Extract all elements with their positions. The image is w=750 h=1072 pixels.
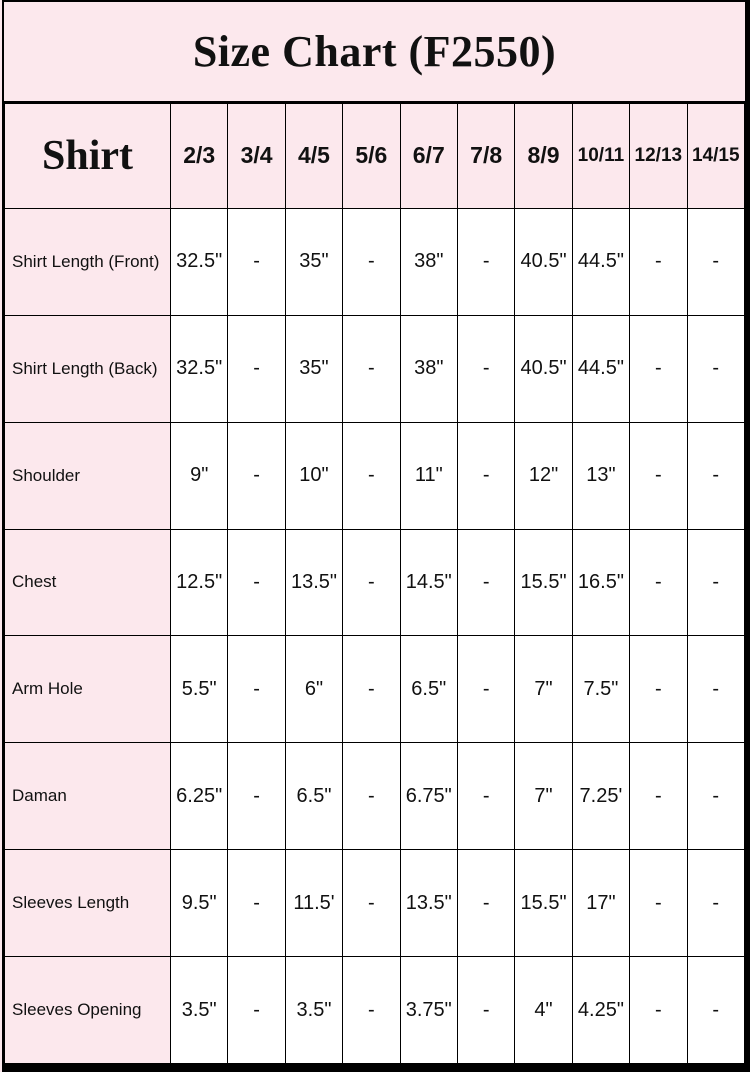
size-value-cell: 6.5" [285,743,342,850]
size-value-cell: - [630,850,687,957]
size-value-cell: - [228,422,285,529]
size-value-cell: 7.5" [572,636,629,743]
size-value-cell: - [687,422,744,529]
size-value-cell: 7.25' [572,743,629,850]
size-value-cell: 44.5" [572,315,629,422]
size-value-cell: - [457,636,514,743]
size-value-cell: 9.5" [171,850,228,957]
measurement-label: Arm Hole [5,636,171,743]
size-value-cell: 3.75" [400,957,457,1064]
size-value-cell: 13" [572,422,629,529]
table-row-shirt-length-back [5,315,745,422]
size-value-cell: 40.5" [515,208,572,315]
measurement-label: Shirt Length (Front) [5,208,171,315]
size-value-cell: - [343,208,400,315]
size-value-cell: - [343,636,400,743]
size-value-cell: 10" [285,422,342,529]
size-value-cell: 32.5" [171,208,228,315]
size-value-cell: - [457,315,514,422]
size-column-header-10-11: 10/11 [572,104,629,209]
size-column-header-6-7: 6/7 [400,104,457,209]
size-value-cell: - [457,850,514,957]
size-value-cell: 17" [572,850,629,957]
size-value-cell: 7" [515,743,572,850]
size-value-cell: 6.75" [400,743,457,850]
size-value-cell: - [343,529,400,636]
size-value-cell: - [343,957,400,1064]
size-value-cell: 38" [400,208,457,315]
table-row-shoulder [5,422,745,529]
size-value-cell: 15.5" [515,850,572,957]
measurement-label: Sleeves Opening [5,957,171,1064]
size-value-cell: - [687,850,744,957]
size-value-cell: - [228,743,285,850]
size-value-cell: - [687,315,744,422]
size-value-cell: 12" [515,422,572,529]
size-value-cell: - [228,529,285,636]
size-value-cell: - [687,743,744,850]
measurement-label: Shirt Length (Back) [5,315,171,422]
size-value-cell: 5.5" [171,636,228,743]
size-column-header-7-8: 7/8 [457,104,514,209]
size-value-cell: 6.25" [171,743,228,850]
size-value-cell: 7" [515,636,572,743]
size-value-cell: - [457,422,514,529]
measurement-label: Daman [5,743,171,850]
size-column-header-4-5: 4/5 [285,104,342,209]
size-value-cell: 15.5" [515,529,572,636]
size-value-cell: 11" [400,422,457,529]
size-value-cell: 44.5" [572,208,629,315]
size-value-cell: - [687,636,744,743]
size-value-cell: - [630,957,687,1064]
size-value-cell: 13.5" [285,529,342,636]
size-value-cell: - [630,208,687,315]
size-value-cell: - [457,208,514,315]
size-value-cell: - [228,957,285,1064]
size-value-cell: 6.5" [400,636,457,743]
size-value-cell: - [687,957,744,1064]
size-column-header-12-13: 12/13 [630,104,687,209]
size-value-cell: - [630,422,687,529]
size-value-cell: 6" [285,636,342,743]
size-value-cell: - [228,208,285,315]
table-header-row [5,104,745,209]
size-value-cell: 13.5" [400,850,457,957]
size-value-cell: - [343,422,400,529]
table-row-shirt-length-front [5,208,745,315]
size-value-cell: - [457,957,514,1064]
size-value-cell: 35" [285,208,342,315]
size-value-cell: 38" [400,315,457,422]
size-value-cell: 3.5" [171,957,228,1064]
size-value-cell: - [630,743,687,850]
size-value-cell: 3.5" [285,957,342,1064]
size-column-header-14-15: 14/15 [687,104,744,209]
measurement-label: Sleeves Length [5,850,171,957]
table-frame [2,0,750,1072]
table-row-chest [5,529,745,636]
size-column-header-5-6: 5/6 [343,104,400,209]
size-value-cell: - [228,315,285,422]
size-value-cell: 12.5" [171,529,228,636]
size-value-cell: - [343,850,400,957]
size-column-header-8-9: 8/9 [515,104,572,209]
size-value-cell: - [343,743,400,850]
table-row-sleeves-length [5,850,745,957]
size-column-header-3-4: 3/4 [228,104,285,209]
table-row-arm-hole [5,636,745,743]
size-value-cell: - [630,636,687,743]
size-value-cell: 40.5" [515,315,572,422]
size-value-cell: 35" [285,315,342,422]
title-row [4,2,745,103]
size-value-cell: - [630,315,687,422]
size-chart-table [4,103,745,1064]
size-value-cell: 16.5" [572,529,629,636]
size-value-cell: 11.5' [285,850,342,957]
measurement-label: Chest [5,529,171,636]
size-value-cell: 4" [515,957,572,1064]
size-column-header-2-3: 2/3 [171,104,228,209]
size-value-cell: - [687,529,744,636]
corner-header-shirt: Shirt [5,104,171,209]
size-value-cell: 4.25" [572,957,629,1064]
size-value-cell: - [457,743,514,850]
size-value-cell: 14.5" [400,529,457,636]
table-row-daman [5,743,745,850]
measurement-label: Shoulder [5,422,171,529]
size-value-cell: - [457,529,514,636]
table-row-sleeves-opening [5,957,745,1064]
size-value-cell: 32.5" [171,315,228,422]
size-value-cell: - [228,850,285,957]
size-value-cell: 9" [171,422,228,529]
size-value-cell: - [343,315,400,422]
size-value-cell: - [228,636,285,743]
size-value-cell: - [687,208,744,315]
page-title: Size Chart (F2550) [192,27,557,76]
size-value-cell: - [630,529,687,636]
